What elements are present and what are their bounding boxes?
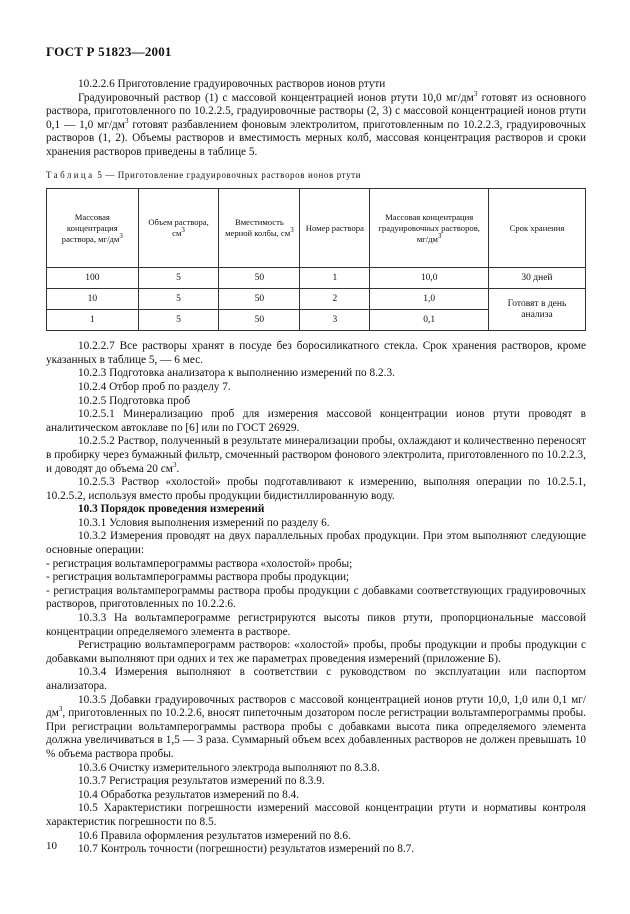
table-cell: 50: [219, 310, 300, 331]
col-header-volume: Объем раствора, $см^3$: [138, 189, 219, 268]
table-cell: 50: [219, 268, 300, 289]
paragraph-10-6: 10.6 Правила оформления результатов измерений по 8.6.: [78, 829, 351, 842]
paragraph-10-2-4: 10.2.4 Отбор проб по разделу 7.: [78, 380, 231, 393]
table-cell: 1: [47, 310, 139, 331]
table-cell: 1,0: [370, 289, 489, 310]
paragraph-10-2-5-1: 10.2.5.1 Минерализацию проб для измерения массовой концентрации ионов ртути проводят в аналитическом автоклаве по [6] или по ГОСТ 26929.: [46, 408, 586, 434]
list-item: - регистрация вольтамперограммы раствора пробы продукции с добавками соответствующих градуировочных растворов, приготовленных по 10.2.2.6.: [46, 584, 586, 611]
table-cell: 0,1: [370, 310, 489, 331]
paragraph-10-3-3: 10.3.3 На вольтамперограмме регистрируются высоты пиков ртути, пропорциональные массовой концентрации определяемого элемента в растворе.: [46, 612, 586, 638]
paragraph-10-7: 10.7 Контроль точности (погрешности) результатов измерений по 8.7.: [78, 843, 415, 856]
col-header-calibration-concentration: Массовая концентрация градуировочных растворов, $мг/дм^3$: [370, 189, 489, 268]
paragraph-10-3-6: 10.3.6 Очистку измерительного электрода выполняют по 8.3.8.: [78, 761, 380, 774]
paragraph-10-2-5-2: 10.2.5.2 Раствор, полученный в результате минерализации пробы, охлаждают и количественно переносят в пробирку через бумажный фильтр, смоченный раствором фонового электролита, приготовленного по 10.2.2.3, и доводят до объема 20 $см^3$.: [46, 435, 586, 475]
paragraph-10-4: 10.4 Обработка результатов измерений по 8.4.: [78, 788, 300, 801]
table-cell: 1: [300, 268, 370, 289]
table-cell: 2: [300, 289, 370, 310]
table-cell: 5: [138, 268, 219, 289]
paragraph-10-3-5: 10.3.5 Добавки градуировочных растворов с массовой концентрацией ионов ртути 10,0, 1,0 или 0,1 $мг/дм^3$, приготовленных по 10.2.2.6, вносят пипеточным дозатором после регистрации вольтамперограммы пробы. При регистрации вольтамперограммы раствора пробы с добавками высота пика определяемого элемента должна увеличиваться в 1,5 — 3 раза. Суммарный объем всех добавленных растворов не должен превышать 10 % объема раствора пробы.: [46, 693, 586, 760]
paragraph-10-3-1: 10.3.1 Условия выполнения измерений по разделу 6.: [78, 516, 330, 529]
table-5: [46, 188, 586, 331]
col-header-concentration: Массовая концентрация раствора, $мг/дм^3$: [47, 189, 139, 268]
table-row: [47, 289, 586, 310]
paragraph-10-2-5-3: 10.2.5.3 Раствор «холостой» пробы подготавливают к измерению, выполняя операции по 10.2.5.1, 10.2.5.2, используя вместо пробы продукции бидистиллированную воду.: [46, 476, 586, 502]
list-item: - регистрация вольтамперограммы раствора пробы продукции;: [46, 571, 350, 584]
table-cell: Готовят в день анализа: [488, 289, 585, 331]
table-cell: 10,0: [370, 268, 489, 289]
table-cell: 50: [219, 289, 300, 310]
table-cell: 10: [47, 289, 139, 310]
paragraph-calibration-solutions: Градуировочный раствор (1) с массовой концентрацией ионов ртути 10,0 $мг/дм^3$ готовят из основного раствора, приготовленного по 10.2.2.5, градуировочные растворы (2, 3) с массовой концентрацией ионов ртути 0,1 — 1,0 $мг/дм^3$ готовят разбавлением фоновым электролитом, приготовленным по 10.2.2.3, градуировочных растворов (1, 2). Объемы растворов и вместимость мерных колб, массовая концентрация растворов и сроки хранения растворов приведены в таблице 5.: [46, 89, 586, 158]
paragraph-10-2-3: 10.2.3 Подготовка анализатора к выполнению измерений по 8.2.3.: [78, 367, 395, 380]
paragraph-10-3-7: 10.3.7 Регистрация результатов измерений по 8.3.9.: [78, 775, 325, 788]
table-row: [47, 268, 586, 289]
paragraph-10-3-2: 10.3.2 Измерения проводят на двух параллельных пробах продукции. При этом выполняют следующие основные операции:: [46, 530, 586, 557]
table-cell: 5: [138, 289, 219, 310]
document-body: [46, 78, 586, 857]
table-cell: 30 дней: [488, 268, 585, 289]
list-item: - регистрация вольтамперограммы раствора «холостой» пробы;: [46, 557, 353, 570]
paragraph-10-2-5: 10.2.5 Подготовка проб: [78, 394, 191, 407]
paragraph-10-2-2-7: 10.2.2.7 Все растворы хранят в посуде без боросиликатного стекла. Срок хранения растворов, кроме указанных в таблице 5, — 6 мес.: [46, 340, 586, 366]
table-caption: Таблица 5 — Приготовление градуировочных растворов ионов ртути: [46, 169, 362, 180]
document-header: ГОСТ Р 51823—2001: [46, 44, 172, 59]
paragraph-10-5: 10.5 Характеристики погрешности измерений массовой концентрации ртути и нормативы контроля характеристик погрешности по 8.5.: [46, 802, 586, 828]
section-10-2-2-6-heading: 10.2.2.6 Приготовление градуировочных растворов ионов ртути: [78, 78, 386, 90]
col-header-flask-capacity: Вместимость мерной колбы, $см^3$: [219, 189, 300, 268]
page-number: 10: [46, 840, 57, 852]
col-header-solution-number: Номер раствора: [300, 189, 370, 268]
paragraph-10-3-4: 10.3.4 Измерения выполняют в соответствии с руководством по эксплуатации или паспортом анализатора.: [46, 666, 586, 692]
table-cell: 3: [300, 310, 370, 331]
table-cell: 5: [138, 310, 219, 331]
table-cell: 100: [47, 268, 139, 289]
col-header-storage-term: Срок хранения: [488, 189, 585, 268]
paragraph-registration: Регистрацию вольтамперограмм растворов: «холостой» пробы, пробы продукции и пробы продукции с добавками выполняют при одних и тех же параметрах проведения измерений (приложение Б).: [46, 639, 586, 665]
section-10-3-heading: 10.3 Порядок проведения измерений: [78, 503, 265, 516]
table-header-row: [47, 189, 586, 268]
